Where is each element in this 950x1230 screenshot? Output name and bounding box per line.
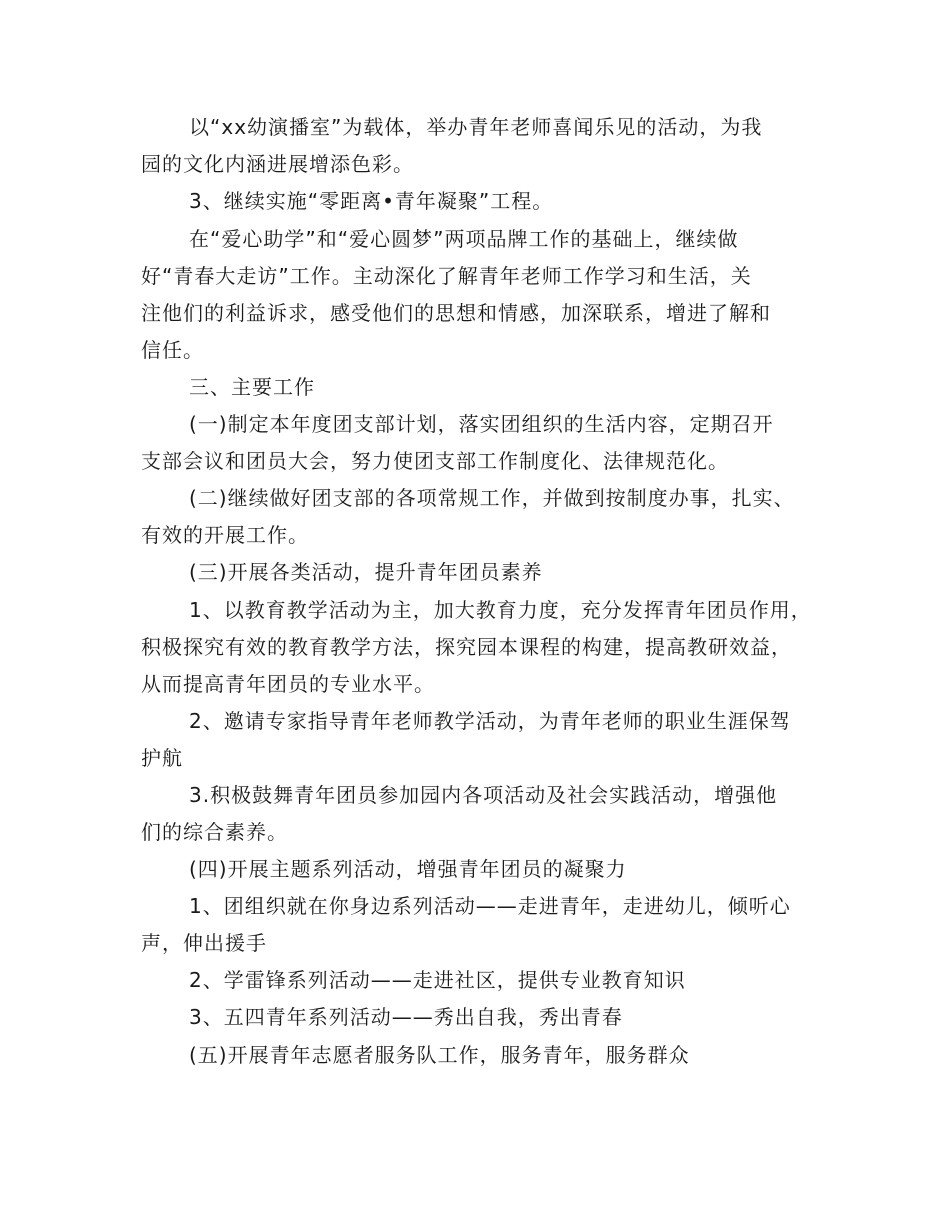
paragraph-line: 声，伸出援手 (141, 931, 267, 955)
section-heading: 3、继续实施“零距离•青年凝聚”工程。 (189, 189, 554, 213)
paragraph-line: 好“青春大走访”工作。主动深化了解青年老师工作学习和生活，关 (141, 264, 752, 288)
section-heading: (四)开展主题系列活动，增强青年团员的凝聚力 (189, 857, 627, 881)
paragraph-line: 有效的开展工作。 (141, 523, 309, 547)
paragraph-line: 从而提高青年团员的专业水平。 (141, 672, 435, 696)
paragraph-line: 2、学雷锋系列活动——走进社区，提供专业教育知识 (189, 968, 686, 992)
paragraph-line: 护航 (141, 746, 183, 770)
paragraph-line: 们的综合素养。 (141, 820, 288, 844)
paragraph-line: 3.积极鼓舞青年团员参加园内各项活动及社会实践活动，增强他 (189, 783, 778, 807)
paragraph-line: 3、五四青年系列活动——秀出自我，秀出青春 (189, 1005, 623, 1029)
paragraph-line: 积极探究有效的教育教学方法，探究园本课程的构建，提高教研效益， (141, 635, 792, 659)
paragraph-line: 支部会议和团员大会，努力使团支部工作制度化、法律规范化。 (141, 449, 729, 473)
paragraph-line: 1、以教育教学活动为主，加大教育力度，充分发挥青年团员作用， (189, 598, 812, 622)
paragraph-line: 在“爱心助学”和“爱心圆梦”两项品牌工作的基础上，继续做 (189, 227, 739, 251)
paragraph-line: 2、邀请专家指导青年老师教学活动，为青年老师的职业生涯保驾 (189, 709, 791, 733)
paragraph-line: (一)制定本年度团支部计划，落实团组织的生活内容，定期召开 (189, 412, 774, 436)
section-heading: (五)开展青年志愿者服务队工作，服务青年，服务群众 (189, 1043, 690, 1067)
paragraph-line: (二)继续做好团支部的各项常规工作，并做到按制度办事，扎实、 (189, 486, 795, 510)
paragraph-line: 注他们的利益诉求，感受他们的思想和情感，加深联系，增进了解和 (141, 301, 771, 325)
paragraph-line: 以“xx幼演播室”为载体，举办青年老师喜闻乐见的活动，为我 (189, 115, 763, 139)
section-heading: 三、主要工作 (189, 375, 315, 399)
section-heading: (三)开展各类活动，提升青年团员素养 (189, 560, 543, 584)
paragraph-line: 信任。 (141, 338, 204, 362)
paragraph-line: 园的文化内涵进展增添色彩。 (141, 152, 414, 176)
paragraph-line: 1、团组织就在你身边系列活动——走进青年，走进幼儿，倾听心 (189, 894, 791, 918)
